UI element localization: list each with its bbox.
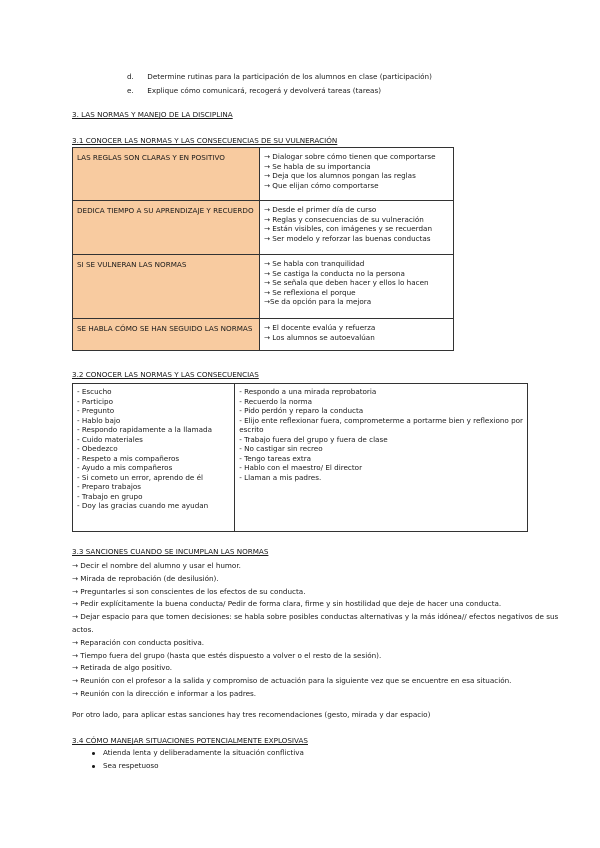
cell-line: - Trabajo fuera del grupo y fuera de clase bbox=[239, 434, 388, 444]
cell-line: → Están visibles, con imágenes y se recuerdan bbox=[264, 224, 433, 233]
cell-text: LAS REGLAS SON CLARAS Y EN POSITIVO bbox=[77, 153, 225, 162]
list-text: Sea respetuoso bbox=[103, 761, 159, 770]
cell-line: - Respondo a una mirada reprobatoria bbox=[239, 387, 377, 396]
cell-line: - Escucho bbox=[77, 387, 112, 396]
cell-line: - Trabajo en grupo bbox=[77, 491, 143, 501]
sanction-item: → Preguntarles si son conscientes de los efectos de su conducta. bbox=[72, 586, 306, 596]
cell-line: → Se habla con tranquilidad bbox=[264, 259, 365, 268]
cell-line: → Desde el primer día de curso bbox=[264, 205, 377, 214]
table-cell-left bbox=[73, 201, 260, 255]
table-row bbox=[73, 384, 528, 532]
cell-line: → Que elijan cómo comportarse bbox=[264, 180, 379, 190]
bullet-icon bbox=[92, 765, 95, 768]
list-text: Atienda lenta y deliberadamente la situación conflictiva bbox=[103, 748, 304, 757]
subsection-title: 3.1 CONOCER LAS NORMAS Y LAS CONSECUENCIAS DE SU VULNERACIÓN bbox=[72, 136, 338, 145]
list-text: Explique cómo comunicará, recogerá y devolverá tareas (tareas) bbox=[147, 86, 382, 95]
sanction-item: → Reunión con el profesor a la salida y compromiso de actuación para la siguiente vez que se encuentre en esa situación. bbox=[72, 676, 512, 686]
intro-list-item bbox=[127, 73, 432, 80]
sanctions-list bbox=[72, 562, 558, 703]
cell-line: - Respondo rapidamente a la llamada bbox=[77, 425, 213, 434]
table-cell-right bbox=[260, 148, 454, 201]
recommendation-text: Por otro lado, para aplicar estas sanciones hay tres recomendaciones (gesto, mirada y dar espacio) bbox=[72, 710, 431, 719]
section-title: 3. LAS NORMAS Y MANEJO DE LA DISCIPLINA bbox=[72, 110, 233, 119]
cell-line: - Obedezco bbox=[77, 444, 118, 453]
cell-line: - Preparo trabajos bbox=[77, 482, 142, 491]
cell-line: →Se da opción para la mejora bbox=[264, 297, 372, 306]
cell-line: → Reglas y consecuencias de su vulneración bbox=[264, 214, 424, 224]
cell-line: - Pregunto bbox=[77, 406, 115, 415]
cell-line: - Recuerdo la norma bbox=[239, 396, 313, 406]
table-cell-right bbox=[260, 255, 454, 319]
cell-line: → Se señala que deben hacer y ellos lo hacen bbox=[264, 278, 429, 287]
cell-line: - Doy las gracias cuando me ayudan bbox=[77, 501, 209, 510]
cell-line: - No castigar sin recreo bbox=[239, 444, 323, 453]
cell-line: → Dialogar sobre cómo tienen que comportarse bbox=[264, 152, 436, 161]
table-row bbox=[73, 319, 454, 351]
sanction-item: → Reparación con conducta positiva. bbox=[72, 637, 205, 647]
cell-line: - Participo bbox=[77, 396, 113, 406]
sanction-item: → Decir el nombre del alumno y usar el humor. bbox=[72, 561, 241, 570]
cell-line: → Los alumnos se autoevalúan bbox=[264, 332, 375, 342]
sanction-item: → Reunión con la dirección e informar a los padres. bbox=[72, 688, 257, 698]
subsection-title: 3.4 CÓMO MANEJAR SITUACIONES POTENCIALMENTE EXPLOSIVAS bbox=[72, 736, 308, 745]
list-label: e. bbox=[127, 86, 134, 95]
table-cell-right bbox=[260, 319, 454, 351]
cell-line: → Se reflexiona el porque bbox=[264, 287, 356, 297]
subsection-title: 3.3 SANCIONES CUANDO SE INCUMPLAN LAS NORMAS bbox=[72, 547, 269, 556]
cell-text: SI SE VULNERAN LAS NORMAS bbox=[77, 260, 187, 269]
table-cell-right bbox=[260, 201, 454, 255]
cell-line: → Ser modelo y reforzar las buenas conductas bbox=[264, 233, 431, 243]
sanction-item: actos. bbox=[72, 624, 94, 634]
table-cell-left bbox=[73, 148, 260, 201]
cell-line: → El docente evalúa y refuerza bbox=[264, 323, 376, 332]
table-row bbox=[73, 201, 454, 255]
cell-text: SE HABLA CÓMO SE HAN SEGUIDO LAS NORMAS bbox=[77, 324, 253, 333]
cell-line: → Se castiga la conducta no la persona bbox=[264, 268, 405, 278]
sanction-item: → Tiempo fuera del grupo (hasta que estés dispuesto a volver o el resto de la sesión). bbox=[72, 650, 382, 660]
cell-line: - Pido perdón y reparo la conducta bbox=[239, 406, 364, 415]
table-cell-left bbox=[73, 319, 260, 351]
table-cell-left bbox=[73, 384, 235, 532]
cell-text: DEDICA TIEMPO A SU APRENDIZAJE Y RECUERDO bbox=[77, 206, 254, 215]
sanction-item: → Retirada de algo positivo. bbox=[72, 663, 173, 673]
cell-line: - Llaman a mis padres. bbox=[239, 472, 322, 482]
cell-line: - Ayudo a mis compañeros bbox=[77, 463, 173, 472]
cell-line: - Cuido materiales bbox=[77, 434, 143, 444]
table-row bbox=[73, 148, 454, 201]
cell-line: - Tengo tareas extra bbox=[239, 453, 312, 463]
table-cell-right bbox=[235, 384, 528, 532]
list-item bbox=[92, 749, 304, 756]
list-item bbox=[92, 762, 159, 769]
intro-list-item bbox=[127, 87, 381, 94]
cell-line: - Si cometo un error, aprendo de él bbox=[77, 472, 204, 482]
table-row bbox=[73, 255, 454, 319]
cell-line: - Hablo bajo bbox=[77, 415, 121, 425]
rules-table bbox=[72, 147, 454, 351]
sanction-item: → Dejar espacio para que tomen decisiones: se habla sobre posibles conductas alternativas y la más idónea// efectos negativos de sus bbox=[72, 612, 559, 622]
subsection-title: 3.2 CONOCER LAS NORMAS Y LAS CONSECUENCIAS bbox=[72, 370, 259, 379]
list-label: d. bbox=[127, 72, 134, 81]
cell-line: → Deja que los alumnos pongan las reglas bbox=[264, 171, 416, 180]
sanction-item: → Mirada de reprobación (de desilusión). bbox=[72, 573, 219, 583]
cell-line: escrito bbox=[239, 425, 264, 434]
bullet-icon bbox=[92, 752, 95, 755]
table-cell-left bbox=[73, 255, 260, 319]
list-text: Determine rutinas para la participación de los alumnos en clase (participación) bbox=[147, 72, 432, 81]
cell-line: - Elijo ente reflexionar fuera, comprometerme a portarme bien y reflexiono por bbox=[239, 415, 523, 425]
sanction-item: → Pedir explícitamente la buena conducta/ Pedir de forma clara, firme y sin hostilidad que deje de hacer una conducta. bbox=[72, 599, 502, 609]
norms-table bbox=[72, 383, 528, 532]
cell-line: → Se habla de su importancia bbox=[264, 161, 371, 171]
cell-line: - Respeto a mis compañeros bbox=[77, 453, 180, 463]
cell-line: - Hablo con el maestro/ El director bbox=[239, 463, 363, 472]
